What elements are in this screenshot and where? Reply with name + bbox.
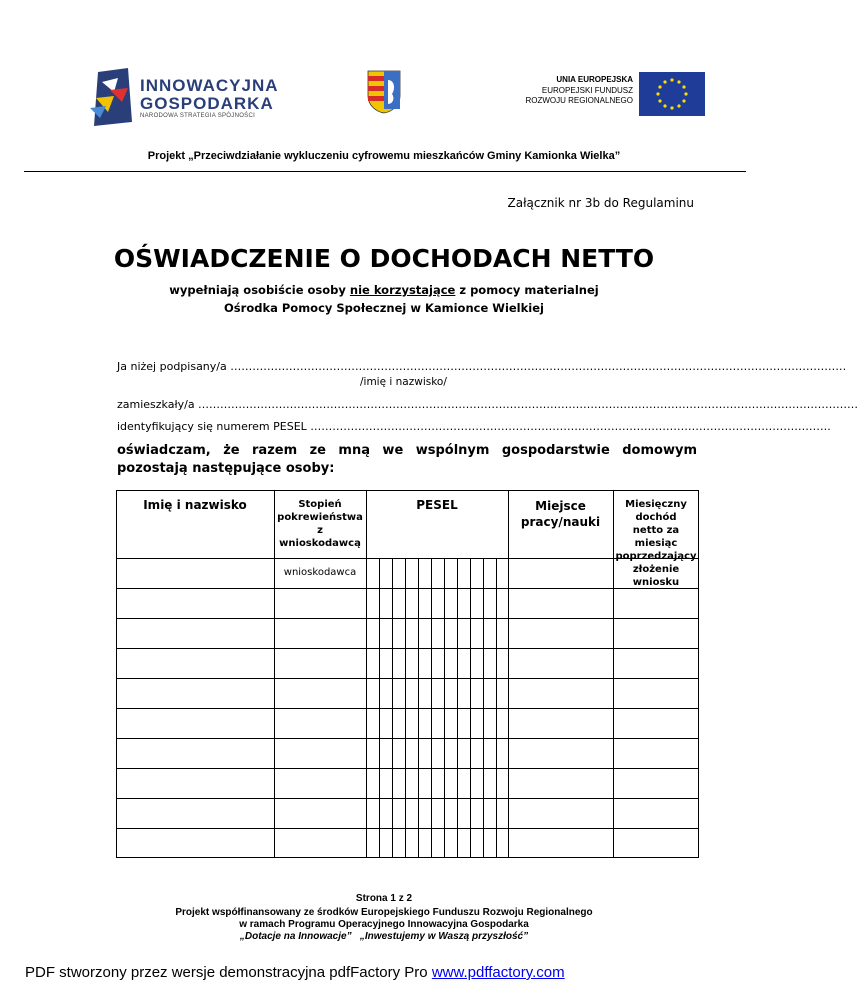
col-relation-l4: wnioskodawcą <box>279 538 361 549</box>
col-header-work <box>508 498 613 530</box>
innowacyjna-gospodarka-emblem-icon <box>88 68 136 126</box>
header-divider <box>24 171 746 172</box>
page-number: Strona 1 z 2 <box>355 893 413 904</box>
document-title: OŚWIADCZENIE O DOCHODACH NETTO <box>113 244 655 273</box>
pdffactory-link[interactable]: www.pdffactory.com <box>431 964 565 981</box>
household-table <box>116 490 699 858</box>
eu-logo-line1: UNIA EUROPEJSKA <box>556 75 633 84</box>
innowacyjna-gospodarka-logo <box>88 68 288 126</box>
footer-line1: Projekt współfinansowany ze środków Europejskiego Funduszu Rozwoju Regionalnego <box>175 907 593 918</box>
eu-logo-line3: ROZWOJU REGIONALNEGO <box>525 96 633 105</box>
eu-logo-line2: EUROPEJSKI FUNDUSZ <box>541 86 633 95</box>
col-header-income <box>613 498 699 589</box>
footer-line3: „Dotacje na Innowacje” „Inwestujemy w Waszą przyszłość” <box>239 931 529 942</box>
annex-label: Załącznik nr 3b do Regulaminu <box>507 196 694 210</box>
subtitle-line2: Ośrodka Pomocy Społecznej w Kamionce Wielkiej <box>224 301 544 315</box>
logo-ig-line3: NARODOWA STRATEGIA SPÓJNOŚCI <box>140 113 256 119</box>
col-work-l2: pracy/nauki <box>520 515 601 529</box>
address-field-line[interactable]: zamieszkały/a ……………………………………………………………………………………………………………………………………………………………… <box>117 398 858 411</box>
col-income-l4: złożenie wniosku <box>632 564 680 588</box>
eu-logo <box>515 72 705 116</box>
name-field-hint: /imię i nazwisko/ <box>360 376 447 388</box>
project-title: Projekt „Przeciwdziałanie wykluczeniu cyfrowemu mieszkańców Gminy Kamionka Wielka” <box>147 150 621 162</box>
pdf-generator-note <box>25 964 565 981</box>
logo-ig-line2: GOSPODARKA <box>140 94 274 113</box>
subtitle-underlined: nie korzystające <box>349 283 456 297</box>
pesel-field-line[interactable]: identyfikujący się numerem PESEL ……………………………………………………………………………………………………………………………. <box>117 420 831 433</box>
col-relation-l3: z <box>317 525 323 536</box>
subtitle-part1: wypełniają osobiście osoby <box>169 283 350 297</box>
household-table-grid <box>116 490 699 858</box>
col-income-l2: netto za miesiąc <box>632 525 680 549</box>
name-field-line[interactable]: Ja niżej podpisany/a …………………………………………………………………………………………………………………………………………………… <box>117 360 847 373</box>
col-header-name: Imię i nazwisko <box>143 498 247 512</box>
eu-flag-icon <box>639 72 705 116</box>
col-income-l3: poprzedzający <box>615 551 697 562</box>
footer-line2: w ramach Programu Operacyjnego Innowacyjna Gospodarka <box>239 919 529 930</box>
applicant-row-relation[interactable]: wnioskodawca <box>283 567 357 578</box>
col-header-pesel: PESEL <box>416 498 458 512</box>
gmina-crest-icon <box>367 70 401 114</box>
subtitle-part2: z pomocy materialnej <box>455 283 599 297</box>
col-work-l1: Miejsce <box>535 499 586 513</box>
document-subtitle <box>0 281 768 317</box>
logo-ig-line1: INNOWACYJNA <box>140 76 279 95</box>
pdf-note-text: PDF stworzony przez wersje demonstracyjna pdfFactory Pro <box>25 964 432 981</box>
col-relation-l2: pokrewieństwa <box>277 512 363 523</box>
declaration-text: oświadczam, że razem ze mną we wspólnym gospodarstwie domowym pozostają następujące osoby: <box>117 443 697 476</box>
col-income-l1: Miesięczny dochód <box>625 499 687 523</box>
col-relation-l1: Stopień <box>298 499 342 510</box>
col-header-relation <box>274 498 366 550</box>
